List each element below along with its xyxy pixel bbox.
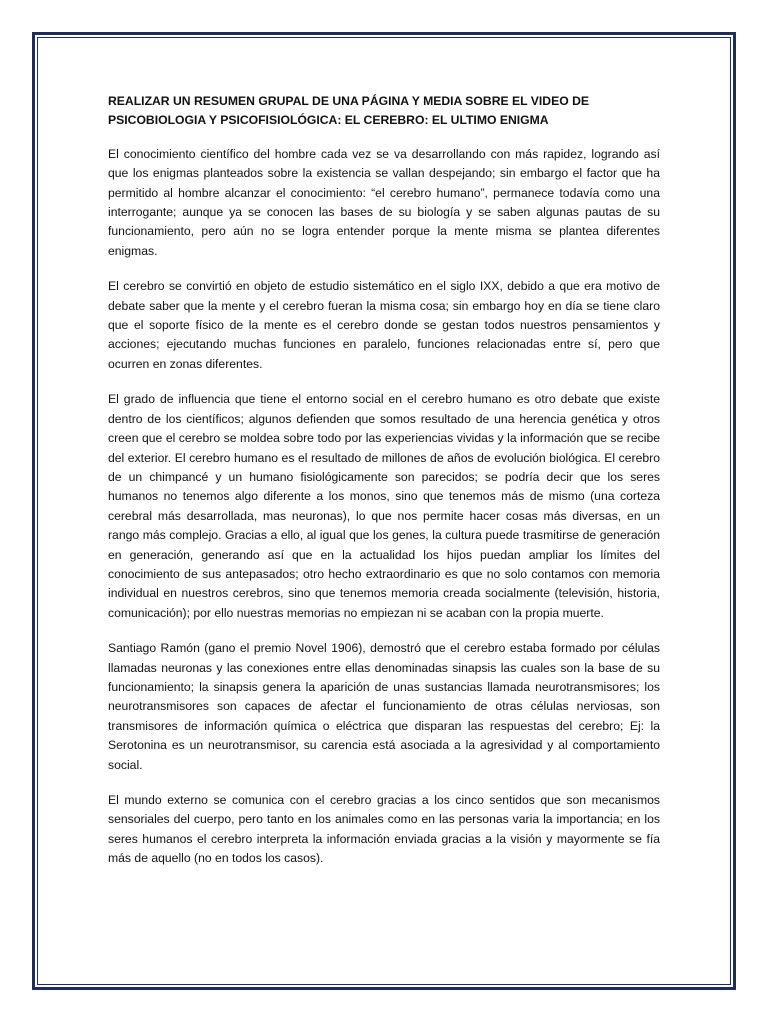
paragraph-2: El cerebro se convirtió en objeto de estudio sistemático en el siglo IXX, debido a que era motivo de debate saber que la mente y el cerebro fueran la misma cosa; sin embargo hoy en día se tiene claro que el soporte físico de la mente es el cerebro donde se gestan todos nuestros pensamientos y acciones; ejecutando muchas funciones en paralelo, funciones relacionadas entre sí, pero que ocurren en zonas diferentes. (108, 279, 660, 371)
paragraph-1: El conocimiento científico del hombre cada vez se va desarrollando con más rapidez, logrando así que los enigmas planteados sobre la existencia se vallan despejando; sin embargo el factor que ha permitido al hombre alcanzar el conocimiento: “el cerebro humano”, permanece todavía como una interrogante; aunque ya se conocen las bases de su biología y se saben algunas pautas de su funcionamiento, pero aún no se logra entender porque la mente misma se plantea diferentes enigmas. (108, 146, 660, 258)
document-title: REALIZAR UN RESUMEN GRUPAL DE UNA PÁGINA Y MEDIA SOBRE EL VIDEO DE PSICOBIOLOGIA Y PSICOFISIOLÓGICA: EL CEREBRO: EL ULTIMO ENIGMA (108, 94, 590, 128)
paragraph-4: Santiago Ramón (gano el premio Novel 1906), demostró que el cerebro estaba formado por células llamadas neuronas y las conexiones entre ellas denominadas sinapsis las cuales son la base de su funcionamiento; la sinapsis genera la aparición de unas sustancias llamada neurotransmisores; los neurotransmisores son capaces de afectar el funcionamiento de otras células nerviosas, son transmisores de información química o eléctrica que disparan las respuestas del cerebro; Ej: la Serotonina es un neurotransmisor, su carencia está asociada a la agresividad y al comportamiento social. (108, 641, 660, 772)
paragraph-5: El mundo externo se comunica con el cerebro gracias a los cinco sentidos que son mecanismos sensoriales del cuerpo, pero tanto en los animales como en las personas varia la importancia; en los seres humanos el cerebro interpreta la información enviada gracias a la visión y mayormente se fía más de aquello (no en todos los casos). (108, 793, 660, 866)
paragraph-3: El grado de influencia que tiene el entorno social en el cerebro humano es otro debate que existe dentro de los científicos; algunos defienden que somos resultado de una herencia genética y otros creen que el cerebro se moldea sobre todo por las experiencias vividas y la información que se recibe del exterior. El cerebro humano es el resultado de millones de años de evolución biológica. El cerebro de un chimpancé y un humano fisiológicamente son parecidos; se podría decir que los seres humanos no tenemos algo diferente a los monos, sino que tenemos más de mismo (una corteza cerebral más desarrollada, mas neuronas), lo que nos permite hacer cosas más diversas, en un rango más complejo. Gracias a ello, al igual que los genes, la cultura puede trasmitirse de generación en generación, generando así que en la actualidad los hijos puedan ampliar los límites del conocimiento de sus antepasados; otro hecho extraordinario es que no solo contamos con memoria individual en nuestros cerebros, sino que tenemos memoria creada socialmente (televisión, historia, comunicación); por ello nuestras memorias no empiezan ni se acaban con la propia muerte. (108, 392, 660, 620)
document-body (108, 92, 660, 885)
